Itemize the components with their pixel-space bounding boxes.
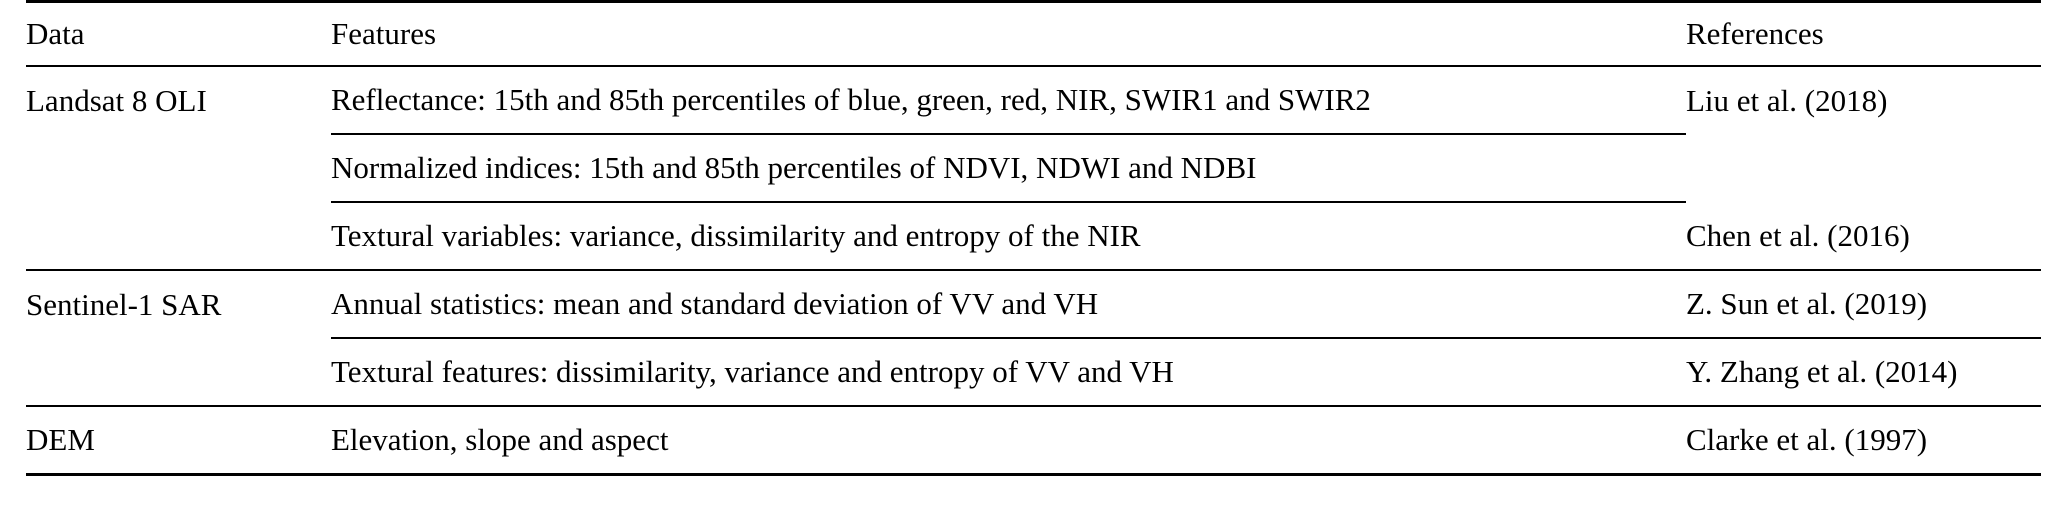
- cell-data: [26, 202, 331, 270]
- cell-features: Annual statistics: mean and standard deviation of VV and VH: [331, 270, 1686, 338]
- table-row: [26, 66, 2041, 134]
- cell-references: Clarke et al. (1997): [1686, 406, 2041, 475]
- cell-features: Textural features: dissimilarity, variance and entropy of VV and VH: [331, 338, 1686, 406]
- header-references: References: [1686, 2, 2041, 67]
- cell-features: Textural variables: variance, dissimilarity and entropy of the NIR: [331, 202, 1686, 270]
- cell-features: Elevation, slope and aspect: [331, 406, 1686, 475]
- cell-references: Chen et al. (2016): [1686, 202, 2041, 270]
- cell-data: Sentinel-1 SAR: [26, 286, 222, 322]
- header-data: Data: [26, 2, 331, 67]
- features-table: [26, 0, 2041, 476]
- table-row: [26, 270, 2041, 338]
- cell-data: [26, 134, 331, 202]
- table-header-row: [26, 2, 2041, 67]
- cell-references: Y. Zhang et al. (2014): [1686, 338, 2041, 406]
- cell-features: Normalized indices: 15th and 85th percentiles of NDVI, NDWI and NDBI: [331, 134, 1686, 202]
- cell-features: Reflectance: 15th and 85th percentiles of blue, green, red, NIR, SWIR1 and SWIR2: [331, 66, 1686, 134]
- cell-data: Landsat 8 OLI: [26, 82, 207, 118]
- cell-references: [1686, 134, 2041, 202]
- table-row: [26, 406, 2041, 475]
- cell-references: Z. Sun et al. (2019): [1686, 270, 2041, 338]
- table-row: [26, 134, 2041, 202]
- header-features: Features: [331, 2, 1686, 67]
- cell-data: DEM: [26, 406, 331, 475]
- table-row: [26, 202, 2041, 270]
- table-row: [26, 338, 2041, 406]
- cell-references: Liu et al. (2018): [1686, 82, 1888, 118]
- cell-data: [26, 338, 331, 406]
